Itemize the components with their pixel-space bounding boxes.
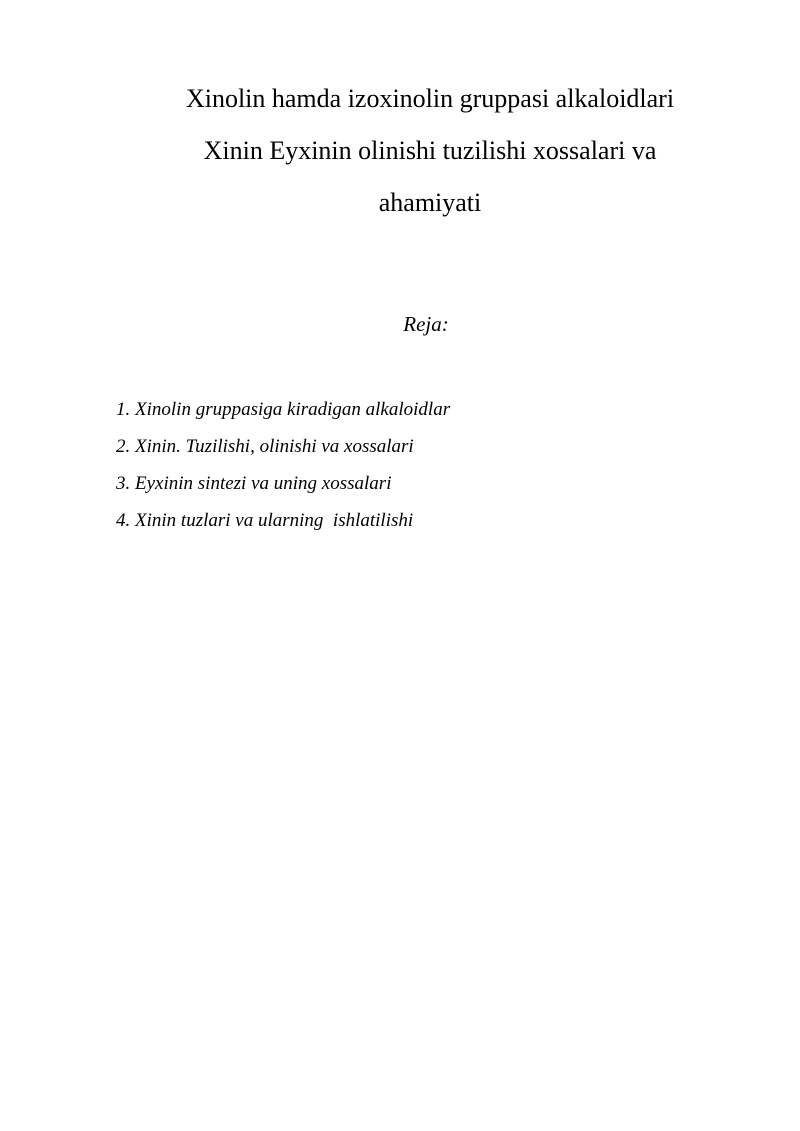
plan-heading: Reja: <box>403 312 449 336</box>
plan-item: 2. Xinin. Tuzilishi, olinishi va xossalari <box>116 436 414 457</box>
plan-item: 1. Xinolin gruppasiga kiradigan alkaloidlar <box>116 399 451 420</box>
plan-item: 3. Eyxinin sintezi va uning xossalari <box>116 473 392 494</box>
title-line: ahamiyati <box>378 188 482 217</box>
title-line: Xinolin hamda izoxinolin gruppasi alkaloidlari <box>185 84 675 113</box>
document-title <box>110 73 750 229</box>
title-line: Xinin Eyxinin olinishi tuzilishi xossalari va <box>203 136 657 165</box>
plan-list <box>116 396 450 544</box>
plan-item: 4. Xinin tuzlari va ularning ishlatilishi <box>116 510 414 531</box>
